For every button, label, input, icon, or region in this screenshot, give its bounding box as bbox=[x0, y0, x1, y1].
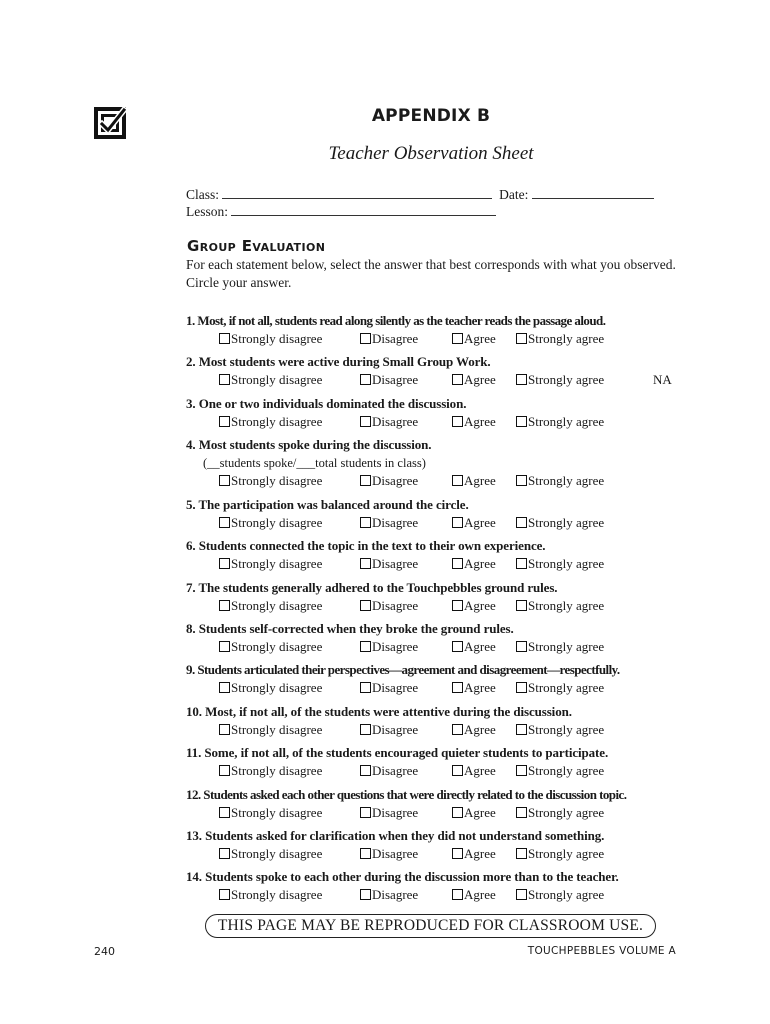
question-text: 2. Most students were active during Small Group Work. bbox=[186, 354, 491, 369]
option-agree[interactable] bbox=[452, 330, 496, 348]
option-strongly-agree[interactable] bbox=[516, 472, 604, 490]
option-strongly-agree[interactable] bbox=[516, 886, 604, 904]
option-label: Strongly disagree bbox=[231, 414, 323, 429]
option-strongly-disagree[interactable] bbox=[219, 472, 322, 490]
option-strongly-disagree[interactable] bbox=[219, 679, 322, 697]
option-label: Strongly agree bbox=[528, 805, 605, 820]
answer-options bbox=[186, 371, 686, 389]
option-strongly-disagree[interactable] bbox=[219, 371, 322, 389]
lesson-blank[interactable] bbox=[231, 203, 496, 216]
checkbox-icon[interactable] bbox=[452, 558, 463, 569]
option-strongly-disagree[interactable] bbox=[219, 638, 322, 656]
checkbox-icon[interactable] bbox=[516, 558, 527, 569]
checkbox-icon[interactable] bbox=[360, 416, 371, 427]
option-label: Agree bbox=[464, 639, 496, 654]
appendix-label: APPENDIX B bbox=[371, 106, 491, 126]
option-agree[interactable] bbox=[452, 514, 496, 532]
question-item bbox=[186, 395, 686, 431]
option-label: Agree bbox=[464, 763, 496, 778]
checkbox-icon[interactable] bbox=[452, 475, 463, 486]
checkbox-icon[interactable] bbox=[219, 889, 230, 900]
option-label: Strongly disagree bbox=[231, 846, 323, 861]
class-label: Class: bbox=[186, 187, 220, 202]
question-text: 7. The students generally adhered to the Touchpebbles ground rules. bbox=[186, 580, 558, 595]
option-disagree[interactable] bbox=[360, 804, 418, 822]
checkbox-icon[interactable] bbox=[452, 333, 463, 344]
checkbox-icon[interactable] bbox=[516, 517, 527, 528]
page-title: Teacher Observation Sheet bbox=[328, 143, 534, 164]
checkbox-logo-icon bbox=[94, 107, 126, 139]
checkbox-icon[interactable] bbox=[516, 889, 527, 900]
option-strongly-agree[interactable] bbox=[516, 845, 604, 863]
question-text: 10. Most, if not all, of the students were attentive during the discussion. bbox=[186, 704, 572, 719]
option-label: Agree bbox=[464, 598, 496, 613]
checkbox-icon[interactable] bbox=[516, 600, 527, 611]
option-strongly-agree[interactable] bbox=[516, 721, 604, 739]
option-strongly-agree[interactable] bbox=[516, 413, 604, 431]
checkbox-icon[interactable] bbox=[516, 848, 527, 859]
checkbox-icon[interactable] bbox=[360, 724, 371, 735]
option-label: Agree bbox=[464, 680, 496, 695]
answer-options bbox=[186, 804, 686, 822]
option-label: Disagree bbox=[372, 372, 419, 387]
option-agree[interactable] bbox=[452, 762, 496, 780]
option-agree[interactable] bbox=[452, 371, 496, 389]
answer-options bbox=[186, 597, 686, 615]
option-strongly-disagree[interactable] bbox=[219, 845, 322, 863]
checkbox-icon[interactable] bbox=[360, 848, 371, 859]
question-text: 8. Students self-corrected when they broke the ground rules. bbox=[186, 621, 514, 636]
checkbox-icon[interactable] bbox=[516, 807, 527, 818]
checkbox-icon[interactable] bbox=[219, 374, 230, 385]
question-text: 1. Most, if not all, students read along silently as the teacher reads the passage aloud. bbox=[186, 313, 606, 328]
option-disagree[interactable] bbox=[360, 472, 418, 490]
option-strongly-disagree[interactable] bbox=[219, 886, 322, 904]
option-label: Disagree bbox=[372, 331, 419, 346]
option-strongly-disagree[interactable] bbox=[219, 514, 322, 532]
question-item bbox=[186, 661, 686, 697]
instructions-text: For each statement below, select the answer that best corresponds with what you observed. Circle your answer. bbox=[186, 257, 676, 290]
checkbox-icon[interactable] bbox=[452, 889, 463, 900]
answer-options bbox=[186, 762, 686, 780]
option-label: Disagree bbox=[372, 556, 419, 571]
option-agree[interactable] bbox=[452, 597, 496, 615]
option-label: Strongly agree bbox=[528, 598, 605, 613]
answer-options bbox=[186, 413, 686, 431]
option-strongly-agree[interactable] bbox=[516, 514, 604, 532]
answer-options bbox=[186, 845, 686, 863]
question-item bbox=[186, 436, 686, 490]
option-strongly-agree[interactable] bbox=[516, 555, 604, 573]
option-disagree[interactable] bbox=[360, 845, 418, 863]
question-text: 5. The participation was balanced around the circle. bbox=[186, 497, 469, 512]
checkbox-icon[interactable] bbox=[452, 416, 463, 427]
checkbox-icon[interactable] bbox=[360, 333, 371, 344]
option-label: Strongly disagree bbox=[231, 722, 323, 737]
option-disagree[interactable] bbox=[360, 886, 418, 904]
checkbox-icon[interactable] bbox=[219, 765, 230, 776]
checkbox-icon[interactable] bbox=[452, 374, 463, 385]
option-agree[interactable] bbox=[452, 845, 496, 863]
option-label: Disagree bbox=[372, 722, 419, 737]
option-label: Strongly disagree bbox=[231, 805, 323, 820]
checkbox-icon[interactable] bbox=[219, 475, 230, 486]
option-label: Strongly disagree bbox=[231, 639, 323, 654]
option-strongly-agree[interactable] bbox=[516, 371, 604, 389]
option-label: Strongly agree bbox=[528, 331, 605, 346]
option-label: Strongly agree bbox=[528, 887, 605, 902]
option-strongly-disagree[interactable] bbox=[219, 555, 322, 573]
question-text: 14. Students spoke to each other during the discussion more than to the teacher. bbox=[186, 869, 619, 884]
option-agree[interactable] bbox=[452, 721, 496, 739]
question-item bbox=[186, 744, 686, 780]
option-label: Disagree bbox=[372, 846, 419, 861]
option-label: Disagree bbox=[372, 414, 419, 429]
option-disagree[interactable] bbox=[360, 597, 418, 615]
option-agree[interactable] bbox=[452, 679, 496, 697]
option-strongly-agree[interactable] bbox=[516, 330, 604, 348]
option-label: Agree bbox=[464, 722, 496, 737]
option-label: Strongly agree bbox=[528, 846, 605, 861]
checkbox-icon[interactable] bbox=[516, 765, 527, 776]
option-disagree[interactable] bbox=[360, 371, 418, 389]
checkbox-icon[interactable] bbox=[452, 517, 463, 528]
option-label: Agree bbox=[464, 887, 496, 902]
checkbox-icon[interactable] bbox=[219, 807, 230, 818]
option-label: Strongly disagree bbox=[231, 515, 323, 530]
book-title: TOUCHPEBBLES VOLUME A bbox=[527, 945, 676, 957]
option-strongly-agree[interactable] bbox=[516, 804, 604, 822]
option-label: Disagree bbox=[372, 515, 419, 530]
checkbox-icon[interactable] bbox=[516, 416, 527, 427]
option-strongly-agree[interactable] bbox=[516, 762, 604, 780]
option-label: Strongly disagree bbox=[231, 598, 323, 613]
lesson-line bbox=[186, 203, 496, 220]
option-disagree[interactable] bbox=[360, 514, 418, 532]
checkbox-icon[interactable] bbox=[516, 374, 527, 385]
checkbox-icon[interactable] bbox=[452, 724, 463, 735]
option-label: Agree bbox=[464, 846, 496, 861]
option-disagree[interactable] bbox=[360, 638, 418, 656]
option-strongly-disagree[interactable] bbox=[219, 762, 322, 780]
checkbox-icon[interactable] bbox=[360, 641, 371, 652]
option-label: Strongly agree bbox=[528, 763, 605, 778]
option-label: Disagree bbox=[372, 639, 419, 654]
question-item bbox=[186, 827, 686, 863]
option-strongly-disagree[interactable] bbox=[219, 721, 322, 739]
checkbox-icon[interactable] bbox=[219, 333, 230, 344]
option-disagree[interactable] bbox=[360, 721, 418, 739]
question-item bbox=[186, 620, 686, 656]
option-label: Disagree bbox=[372, 598, 419, 613]
option-label: Disagree bbox=[372, 680, 419, 695]
class-blank[interactable] bbox=[222, 186, 492, 199]
date-label: Date: bbox=[499, 187, 529, 202]
option-disagree[interactable] bbox=[360, 555, 418, 573]
checkbox-icon[interactable] bbox=[452, 765, 463, 776]
checkbox-icon[interactable] bbox=[219, 517, 230, 528]
checkbox-icon[interactable] bbox=[219, 641, 230, 652]
question-text: 11. Some, if not all, of the students encouraged quieter students to participate. bbox=[186, 745, 609, 760]
option-label: Strongly disagree bbox=[231, 372, 323, 387]
option-label: Strongly agree bbox=[528, 680, 605, 695]
reproduce-banner: THIS PAGE MAY BE REPRODUCED FOR CLASSROOM USE. bbox=[205, 914, 656, 938]
checkbox-icon[interactable] bbox=[360, 889, 371, 900]
question-text: 13. Students asked for clarification when they did not understand something. bbox=[186, 828, 605, 843]
page-number: 240 bbox=[94, 945, 115, 958]
option-label: Strongly disagree bbox=[231, 331, 323, 346]
checkbox-icon[interactable] bbox=[219, 416, 230, 427]
checkbox-icon[interactable] bbox=[360, 517, 371, 528]
answer-options bbox=[186, 721, 686, 739]
option-label: Strongly agree bbox=[528, 372, 605, 387]
option-label: Disagree bbox=[372, 887, 419, 902]
option-na[interactable]: NA bbox=[653, 372, 672, 387]
answer-options bbox=[186, 472, 686, 490]
question-text: 4. Most students spoke during the discussion. bbox=[186, 437, 432, 452]
date-blank[interactable] bbox=[532, 186, 654, 199]
checkbox-icon[interactable] bbox=[219, 558, 230, 569]
option-agree[interactable] bbox=[452, 886, 496, 904]
checkbox-icon[interactable] bbox=[516, 724, 527, 735]
option-label: Disagree bbox=[372, 763, 419, 778]
option-label: Strongly disagree bbox=[231, 763, 323, 778]
question-text: 9. Students articulated their perspectives—agreement and disagreement—respectfully. bbox=[186, 662, 620, 677]
checkbox-icon[interactable] bbox=[360, 374, 371, 385]
question-item bbox=[186, 496, 686, 532]
option-disagree[interactable] bbox=[360, 679, 418, 697]
checkbox-icon[interactable] bbox=[360, 807, 371, 818]
answer-options bbox=[186, 514, 686, 532]
option-strongly-disagree[interactable] bbox=[219, 330, 322, 348]
option-label: Disagree bbox=[372, 473, 419, 488]
option-label: Agree bbox=[464, 805, 496, 820]
answer-options bbox=[186, 638, 686, 656]
checkbox-icon[interactable] bbox=[219, 724, 230, 735]
question-item bbox=[186, 579, 686, 615]
option-agree[interactable] bbox=[452, 638, 496, 656]
question-item bbox=[186, 353, 686, 389]
option-agree[interactable] bbox=[452, 472, 496, 490]
option-label: Agree bbox=[464, 331, 496, 346]
answer-options bbox=[186, 330, 686, 348]
checkbox-icon[interactable] bbox=[452, 682, 463, 693]
answer-options bbox=[186, 679, 686, 697]
question-item bbox=[186, 703, 686, 739]
option-label: Disagree bbox=[372, 805, 419, 820]
option-label: Strongly agree bbox=[528, 722, 605, 737]
option-label: Strongly agree bbox=[528, 473, 605, 488]
option-agree[interactable] bbox=[452, 804, 496, 822]
checkbox-icon[interactable] bbox=[452, 848, 463, 859]
option-label: Strongly disagree bbox=[231, 887, 323, 902]
checkbox-icon[interactable] bbox=[219, 600, 230, 611]
checkbox-icon[interactable] bbox=[516, 682, 527, 693]
question-item bbox=[186, 786, 686, 822]
question-subtext: (__students spoke/___total students in class) bbox=[203, 456, 426, 470]
question-text: 12. Students asked each other questions that were directly related to the discussion topic. bbox=[186, 787, 627, 802]
option-label: Agree bbox=[464, 414, 496, 429]
question-text: 3. One or two individuals dominated the discussion. bbox=[186, 396, 467, 411]
option-disagree[interactable] bbox=[360, 413, 418, 431]
option-disagree[interactable] bbox=[360, 762, 418, 780]
checkbox-icon[interactable] bbox=[516, 641, 527, 652]
question-item bbox=[186, 537, 686, 573]
checkbox-icon[interactable] bbox=[360, 558, 371, 569]
option-label: Strongly agree bbox=[528, 556, 605, 571]
option-label: Agree bbox=[464, 556, 496, 571]
answer-options bbox=[186, 555, 686, 573]
option-label: Agree bbox=[464, 372, 496, 387]
checkbox-icon[interactable] bbox=[516, 475, 527, 486]
checkbox-icon[interactable] bbox=[452, 600, 463, 611]
option-strongly-disagree[interactable] bbox=[219, 597, 322, 615]
option-agree[interactable] bbox=[452, 555, 496, 573]
class-date-line bbox=[186, 186, 654, 203]
option-label: Strongly agree bbox=[528, 639, 605, 654]
option-strongly-agree[interactable] bbox=[516, 638, 604, 656]
checkbox-icon[interactable] bbox=[219, 848, 230, 859]
option-strongly-agree[interactable] bbox=[516, 597, 604, 615]
option-label: Strongly agree bbox=[528, 515, 605, 530]
option-label: Strongly disagree bbox=[231, 680, 323, 695]
option-disagree[interactable] bbox=[360, 330, 418, 348]
option-label: Strongly disagree bbox=[231, 556, 323, 571]
option-strongly-agree[interactable] bbox=[516, 679, 604, 697]
option-strongly-disagree[interactable] bbox=[219, 413, 322, 431]
option-agree[interactable] bbox=[452, 413, 496, 431]
question-text: 6. Students connected the topic in the text to their own experience. bbox=[186, 538, 546, 553]
option-label: Strongly agree bbox=[528, 414, 605, 429]
checkbox-icon[interactable] bbox=[452, 641, 463, 652]
lesson-label: Lesson: bbox=[186, 204, 228, 219]
checkbox-icon[interactable] bbox=[360, 682, 371, 693]
option-label: Agree bbox=[464, 515, 496, 530]
section-heading: Group Evaluation bbox=[187, 237, 326, 255]
checkbox-icon[interactable] bbox=[360, 600, 371, 611]
option-label: Strongly disagree bbox=[231, 473, 323, 488]
checkbox-icon[interactable] bbox=[516, 333, 527, 344]
answer-options bbox=[186, 886, 686, 904]
option-label: Agree bbox=[464, 473, 496, 488]
checkbox-icon[interactable] bbox=[360, 475, 371, 486]
question-item bbox=[186, 312, 686, 348]
question-item bbox=[186, 868, 686, 904]
checkbox-icon[interactable] bbox=[360, 765, 371, 776]
checkbox-icon[interactable] bbox=[219, 682, 230, 693]
option-strongly-disagree[interactable] bbox=[219, 804, 322, 822]
checkbox-icon[interactable] bbox=[452, 807, 463, 818]
